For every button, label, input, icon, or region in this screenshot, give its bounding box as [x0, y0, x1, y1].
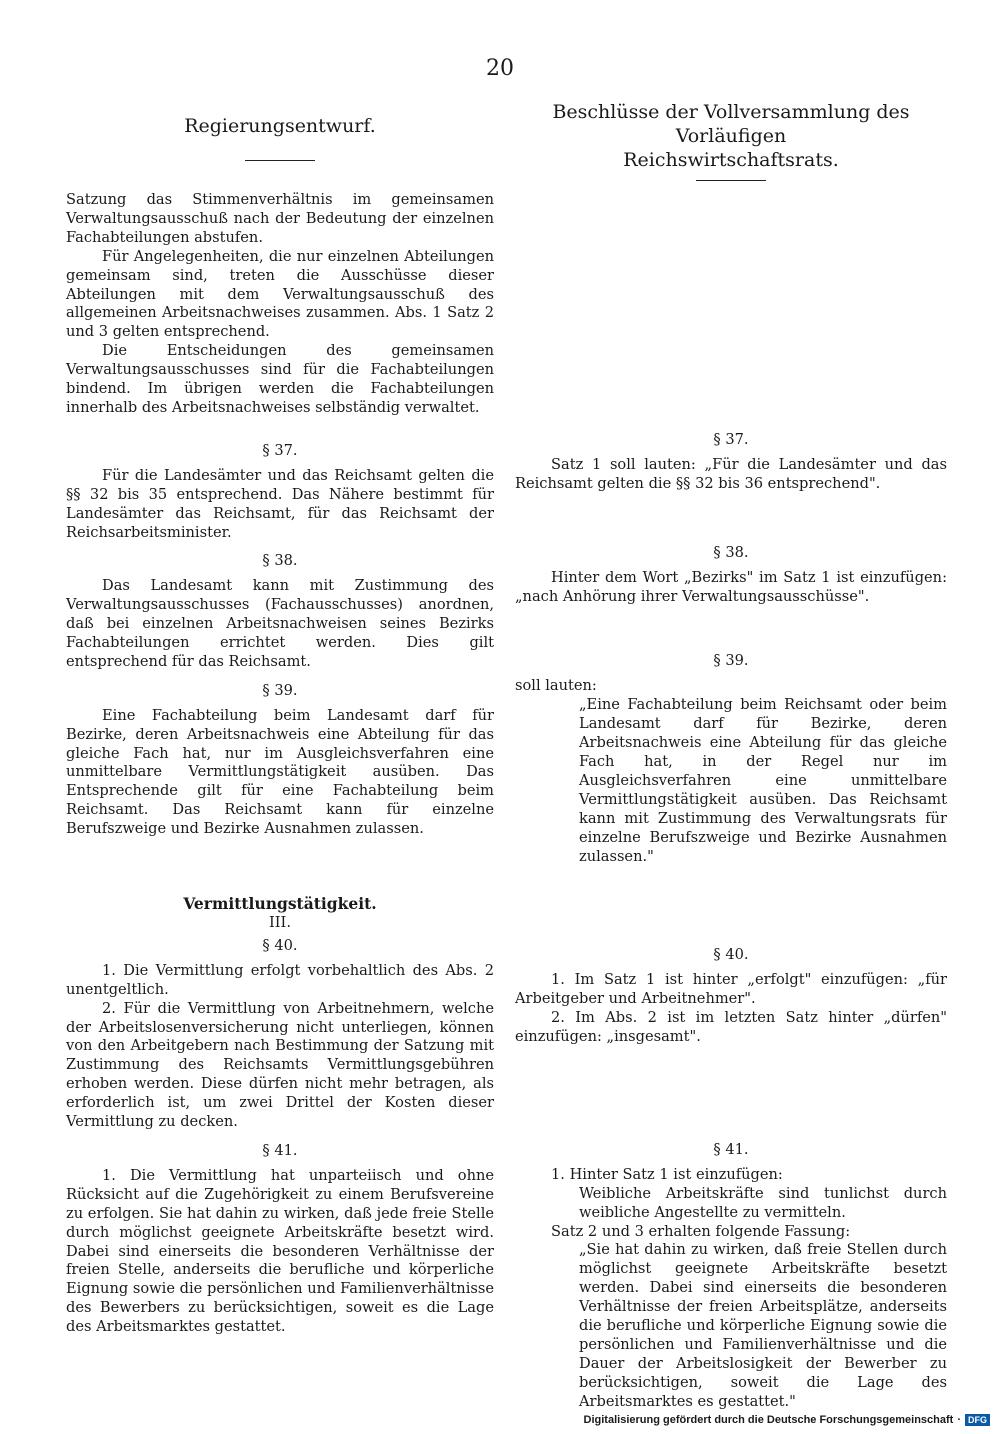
right-column — [515, 100, 947, 1412]
section-text-40-2: 2. Im Abs. 2 ist im letzten Satz hinter „dürfen" einzufügen: „insgesamt". — [515, 1009, 947, 1046]
section-text-41-2: Satz 2 und 3 erhalten folgende Fassung: — [551, 1222, 851, 1240]
section-heading-41: § 41. — [262, 1141, 298, 1159]
section-text-37: Satz 1 soll lauten: „Für die Landesämter und das Reichsamt gelten die §§ 32 bis 36 entsprechend". — [515, 455, 947, 492]
section-quote-41-2: „Sie hat dahin zu wirken, daß freie Stellen durch möglichst geeignete Arbeitskräfte besetzt werden. Dabei sind einerseits die besonderen Verhältnisse der freien Arbeitsplätze, anderseits die berufliche und körperliche Eignung sowie die persönlichen und Familienverhältnisse und die Dauer der Arbeitslosigkeit der Bewerber zu berücksichtigen, soweit die Lage des Arbeitsmarktes es gestattet." — [579, 1241, 947, 1410]
section-quote-39: „Eine Fachabteilung beim Reichsamt oder beim Landesamt darf für Bezirke, deren Arbeitsnachweis eine Abteilung für das gleiche Fach hat, in der Regel nur im Ausgleichsverfahren eine unmittelbare Vermittlungstätigkeit ausüben. Das Reichsamt kann mit Zustimmung des Verwaltungsrats für einzelne Berufszweige und Bezirke Ausnahmen zulassen." — [579, 696, 947, 865]
dfg-logo-icon: DFG — [965, 1414, 990, 1426]
section-heading-40: § 40. — [262, 936, 298, 954]
section-text-40-2: 2. Für die Vermittlung von Arbeitnehmern, welche der Arbeitslosenversicherung nicht unterliegen, können von den Arbeitgebern nach Bestimmung der Satzung mit Zustimmung des Reichsamts Vermittlungsgebühren erhoben werden. Diese dürfen nicht mehr betragen, als erforderlich ist, um zwei Drittel der Kosten dieser Vermittlung zu decken. — [66, 999, 494, 1131]
section-quote-41-1: Weibliche Arbeitskräfte sind tunlichst durch weibliche Angestellte zu vermitteln. — [579, 1184, 947, 1221]
right-title-line-1: Beschlüsse der Vollversammlung des Vorläufigen — [552, 101, 910, 147]
chapter-heading: Vermittlungstätigkeit. — [183, 894, 377, 914]
section-text-40-1: 1. Die Vermittlung erfolgt vorbehaltlich des Abs. 2 unentgeltlich. — [66, 961, 494, 998]
section-text-38: Hinter dem Wort „Bezirks" im Satz 1 ist einzufügen: „nach Anhörung ihrer Verwaltungsausschüsse". — [515, 568, 947, 605]
section-text-40-1: 1. Im Satz 1 ist hinter „erfolgt" einzufügen: „für Arbeitgeber und Arbeitnehmer". — [515, 971, 947, 1008]
section-heading-38: § 38. — [262, 552, 298, 570]
right-column-title — [515, 100, 947, 172]
digitization-credit — [584, 1414, 990, 1426]
section-heading-40: § 40. — [713, 946, 749, 964]
section-heading-37: § 37. — [713, 431, 749, 448]
chapter-number: III. — [269, 914, 291, 931]
section-heading-41: § 41. — [713, 1140, 749, 1158]
section-text-41: 1. Die Vermittlung hat unparteiisch und ohne Rücksicht auf die Zugehörigkeit zu einem Berufsvereine zu erfolgen. Sie hat dahin zu wirken, daß jede freie Stelle durch möglichst geeignete Arbeitskräfte besetzt wird. Dabei sind einerseits die besonderen Verhältnisse der freien Stelle, anderseits die berufliche und körperliche Eignung sowie die persönlichen und Familienverhältnisse des Bewerbers zu berücksichtigen, soweit es die Lage des Arbeitsmarktes gestattet. — [66, 1166, 494, 1336]
footer-separator: · — [957, 1414, 961, 1426]
section-text-41-1: 1. Hinter Satz 1 ist einzufügen: — [551, 1165, 783, 1183]
page-number: 20 — [486, 56, 514, 81]
left-column — [66, 100, 494, 1337]
intro-paragraph: Die Entscheidungen des gemeinsamen Verwaltungsausschusses sind für die Fachabteilungen bindend. Im übrigen werden die Fachabteilungen innerhalb des Arbeitsnachweises selbständig verwaltet. — [66, 342, 494, 416]
section-heading-39: § 39. — [262, 681, 298, 699]
section-heading-39: § 39. — [713, 652, 749, 670]
section-heading-38: § 38. — [713, 543, 749, 561]
section-text-38: Das Landesamt kann mit Zustimmung des Verwaltungsausschusses (Fachausschusses) anordnen, daß bei einzelnen Arbeitsnachweisen seines Bezirks Fachabteilungen errichtet werden. Dies gilt entsprechend für das Reichsamt. — [66, 577, 494, 670]
intro-paragraph: Für Angelegenheiten, die nur einzelnen Abteilungen gemeinsam sind, treten die Ausschüsse dieser Abteilungen mit dem Verwaltungsausschuß des allgemeinen Arbeitsnachweises zusammen. Abs. 1 Satz 2 und 3 gelten entsprechend. — [66, 247, 494, 341]
section-text-39: Eine Fachabteilung beim Landesamt darf für Bezirke, deren Arbeitsnachweis eine Abteilung für das gleiche Fach hat, nur im Ausgleichsverfahren eine unmittelbare Vermittlungstätigkeit ausüben. Das Entsprechende gilt für eine Fachabteilung beim Reichsamt. Das Reichsamt kann für einzelne Berufszweige und Bezirke Ausnahmen zulassen. — [66, 706, 494, 838]
intro-paragraph: Satzung das Stimmenverhältnis im gemeinsamen Verwaltungsausschuß nach der Bedeutung der einzelnen Fachabteilungen abstufen. — [66, 191, 494, 246]
section-heading-37: § 37. — [262, 441, 298, 459]
section-lead-39: soll lauten: — [515, 677, 597, 695]
section-text-37: Für die Landesämter und das Reichsamt gelten die §§ 32 bis 35 entsprechend. Das Nähere bestimmt für Landesämter das Reichsamt, für das Reichsamt der Reichsarbeitsminister. — [66, 466, 494, 541]
footer-text: Digitalisierung gefördert durch die Deutsche Forschungsgemeinschaft — [583, 1414, 954, 1426]
right-title-line-2: Reichswirtschaftsrats. — [623, 149, 839, 171]
left-column-title: Regierungsentwurf. — [184, 115, 376, 137]
